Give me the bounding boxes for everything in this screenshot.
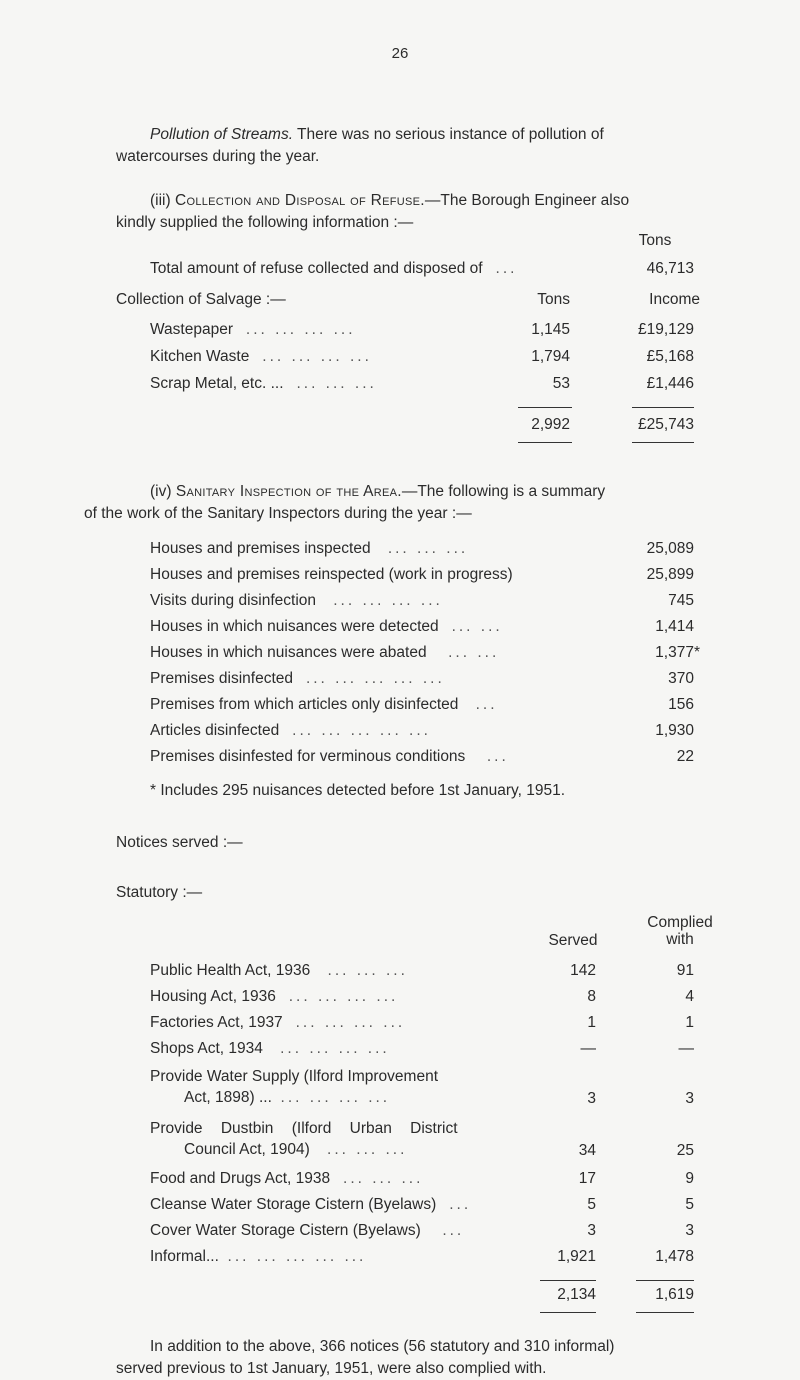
salvage-tons-rule bbox=[518, 407, 572, 408]
inspection-value: 25,089 bbox=[646, 540, 694, 557]
leader-dots: ... ... ... ... bbox=[333, 592, 443, 609]
inspection-item: Houses in which nuisances were abated bbox=[150, 644, 427, 661]
notice-row-label bbox=[150, 1014, 405, 1032]
inspection-value: 25,899 bbox=[646, 566, 694, 583]
salvage-row-label bbox=[150, 348, 372, 366]
inspection-value: 1,930 bbox=[655, 722, 694, 739]
leader-dots: ... bbox=[449, 1196, 472, 1213]
inspection-value: 22 bbox=[676, 748, 694, 765]
notice-served: 3 bbox=[587, 1222, 596, 1239]
notice-row-label bbox=[150, 1170, 423, 1188]
statutory-heading: Statutory :— bbox=[116, 884, 203, 901]
inspection-item: Houses and premises reinspected (work in progress) bbox=[150, 566, 513, 583]
inspection-row-label bbox=[150, 644, 499, 662]
inspection-text-2: of the work of the Sanitary Inspectors during the year :— bbox=[84, 505, 472, 522]
page-number: 26 bbox=[391, 45, 409, 62]
notice-item-continued bbox=[150, 1089, 438, 1107]
salvage-tons: 53 bbox=[552, 375, 570, 392]
notice-served: 5 bbox=[587, 1196, 596, 1213]
refuse-total-value: 46,713 bbox=[646, 260, 694, 277]
salvage-row-label bbox=[150, 321, 356, 339]
inspection-row-label bbox=[150, 696, 498, 714]
notice-complied: 3 bbox=[685, 1090, 694, 1107]
notice-complied: 25 bbox=[676, 1142, 694, 1159]
complied-total-rule bbox=[636, 1280, 694, 1281]
notice-item: Cleanse Water Storage Cistern (Byelaws) bbox=[150, 1196, 437, 1213]
closing-paragraph bbox=[116, 1336, 726, 1380]
salvage-income: £1,446 bbox=[646, 375, 694, 392]
refuse-paragraph bbox=[116, 190, 726, 234]
complied-total-double-rule bbox=[636, 1312, 694, 1313]
leader-dots: ... bbox=[475, 696, 498, 713]
complied-header-line-2: with bbox=[666, 931, 694, 948]
inspection-item: Premises disinfested for verminous conditions bbox=[150, 748, 466, 765]
notice-served: 17 bbox=[578, 1170, 596, 1187]
inspection-prefix: (iv) bbox=[150, 483, 172, 500]
leader-dots: ... ... ... ... bbox=[280, 1040, 390, 1057]
inspection-item: Premises from which articles only disinfected bbox=[150, 696, 459, 713]
served-total-rule bbox=[540, 1280, 596, 1281]
inspection-item: Articles disinfected bbox=[150, 722, 280, 739]
inspection-row-label bbox=[150, 618, 503, 636]
inspection-item: Houses in which nuisances were detected bbox=[150, 618, 439, 635]
notice-served: 34 bbox=[578, 1142, 596, 1159]
notice-item: Public Health Act, 1936 bbox=[150, 962, 311, 979]
notices-total-complied: 1,619 bbox=[655, 1286, 694, 1303]
complied-header-line-1: Complied bbox=[647, 914, 713, 931]
served-total-double-rule bbox=[540, 1312, 596, 1313]
inspection-value: 370 bbox=[668, 670, 694, 687]
leader-dots: ... ... ... ... bbox=[280, 1089, 391, 1106]
notice-complied: 91 bbox=[676, 962, 694, 979]
notice-complied: 1 bbox=[685, 1014, 694, 1031]
leader-dots: ... ... ... ... ... bbox=[292, 722, 431, 739]
salvage-income: £5,168 bbox=[646, 348, 694, 365]
refuse-prefix: (iii) bbox=[150, 192, 171, 209]
salvage-tons: 1,794 bbox=[531, 348, 570, 365]
notices-heading: Notices served :— bbox=[116, 834, 243, 851]
notice-item: Shops Act, 1934 bbox=[150, 1040, 263, 1057]
notice-complied: 3 bbox=[685, 1222, 694, 1239]
salvage-income-double-rule bbox=[632, 442, 694, 443]
notice-served: 3 bbox=[587, 1090, 596, 1107]
notice-row-label bbox=[150, 988, 398, 1006]
inspection-item: Visits during disinfection bbox=[150, 592, 316, 609]
inspection-row-label bbox=[150, 748, 509, 766]
leader-dots: ... ... ... ... ... bbox=[305, 670, 445, 687]
leader-dots: ... bbox=[486, 748, 509, 765]
notice-row-label bbox=[150, 962, 408, 980]
inspection-paragraph bbox=[84, 481, 726, 525]
leader-dots: ... ... ... bbox=[327, 1141, 408, 1158]
refuse-total-label bbox=[150, 260, 517, 278]
leader-dots: ... ... ... ... ... bbox=[227, 1248, 367, 1265]
refuse-tons-header: Tons bbox=[638, 232, 672, 249]
salvage-total-tons: 2,992 bbox=[531, 416, 570, 433]
notice-item: Housing Act, 1936 bbox=[150, 988, 276, 1005]
salvage-label: Collection of Salvage :— bbox=[116, 291, 286, 308]
notice-item-continued bbox=[150, 1141, 458, 1159]
notice-row-label bbox=[150, 1248, 366, 1266]
closing-text-2: served previous to 1st January, 1951, were also complied with. bbox=[116, 1360, 547, 1377]
refuse-text: —The Borough Engineer also bbox=[424, 192, 630, 209]
inspection-value: 1,377* bbox=[655, 644, 700, 661]
leader-dots: ... bbox=[442, 1222, 465, 1239]
leader-dots: ... ... ... bbox=[343, 1170, 424, 1187]
leader-dots: ... ... ... bbox=[296, 375, 377, 392]
salvage-income-rule bbox=[632, 407, 694, 408]
pollution-text-2: watercourses during the year. bbox=[116, 148, 320, 165]
notice-item: Cover Water Storage Cistern (Byelaws) bbox=[150, 1222, 421, 1239]
inspection-row-label bbox=[150, 670, 445, 688]
inspection-value: 156 bbox=[668, 696, 694, 713]
inspection-item: Houses and premises inspected bbox=[150, 540, 371, 557]
leader-dots: ... ... ... ... bbox=[295, 1014, 406, 1031]
refuse-total-text: Total amount of refuse collected and disposed of bbox=[150, 260, 483, 277]
inspection-row-label bbox=[150, 722, 431, 740]
notice-row-label bbox=[150, 1120, 458, 1159]
inspection-row-label bbox=[150, 540, 468, 558]
salvage-item-name: Wastepaper bbox=[150, 321, 233, 338]
notice-item: Informal... bbox=[150, 1248, 219, 1265]
salvage-income-header: Income bbox=[649, 291, 700, 308]
served-header: Served bbox=[548, 932, 598, 949]
notice-complied: — bbox=[678, 1040, 694, 1057]
inspection-footnote: * Includes 295 nuisances detected before 1st January, 1951. bbox=[150, 782, 566, 799]
salvage-tons: 1,145 bbox=[531, 321, 570, 338]
salvage-income: £19,129 bbox=[637, 321, 694, 338]
pollution-paragraph bbox=[116, 124, 726, 168]
notice-complied: 4 bbox=[685, 988, 694, 1005]
leader-dots: ... ... bbox=[451, 618, 503, 635]
notice-row-label bbox=[150, 1040, 390, 1058]
leader-dots: ... ... bbox=[448, 644, 500, 661]
leader-dots: ... ... ... ... bbox=[262, 348, 372, 365]
leader-dots: ... ... ... ... bbox=[288, 988, 399, 1005]
notice-served: — bbox=[580, 1040, 596, 1057]
refuse-total-dots: ... bbox=[495, 260, 518, 277]
notice-row-label bbox=[150, 1068, 438, 1107]
inspection-value: 1,414 bbox=[655, 618, 694, 635]
salvage-total-income: £25,743 bbox=[637, 416, 694, 433]
notice-served: 1 bbox=[587, 1014, 596, 1031]
notice-item: Provide Dustbin (Ilford Urban District bbox=[150, 1120, 458, 1137]
notice-item-line-2: Act, 1898) ... bbox=[184, 1089, 272, 1106]
refuse-heading: Collection and Disposal of Refuse. bbox=[174, 192, 425, 209]
refuse-text-2: kindly supplied the following information :— bbox=[116, 214, 414, 231]
notice-served: 8 bbox=[587, 988, 596, 1005]
notice-complied: 5 bbox=[685, 1196, 694, 1213]
notice-item: Food and Drugs Act, 1938 bbox=[150, 1170, 331, 1187]
pollution-heading: Pollution of Streams. bbox=[150, 126, 294, 143]
notice-row-label bbox=[150, 1196, 471, 1214]
inspection-value: 745 bbox=[668, 592, 694, 609]
inspection-heading: Sanitary Inspection of the Area. bbox=[175, 483, 402, 500]
notice-item-line-2: Council Act, 1904) bbox=[184, 1141, 310, 1158]
salvage-tons-header: Tons bbox=[537, 291, 570, 308]
inspection-row-label bbox=[150, 566, 513, 584]
notice-row-label bbox=[150, 1222, 464, 1240]
notice-item: Provide Water Supply (Ilford Improvement bbox=[150, 1068, 439, 1085]
notice-item: Factories Act, 1937 bbox=[150, 1014, 283, 1031]
leader-dots: ... ... ... bbox=[387, 540, 469, 557]
leader-dots: ... ... ... ... bbox=[245, 321, 356, 338]
inspection-row-label bbox=[150, 592, 443, 610]
inspection-item: Premises disinfected bbox=[150, 670, 294, 687]
notice-served: 1,921 bbox=[557, 1248, 596, 1265]
salvage-item-name: Kitchen Waste bbox=[150, 348, 250, 365]
salvage-row-label bbox=[150, 375, 377, 393]
inspection-text: —The following is a summary bbox=[401, 483, 606, 500]
notice-complied: 9 bbox=[685, 1170, 694, 1187]
leader-dots: ... ... ... bbox=[327, 962, 408, 979]
salvage-item-name: Scrap Metal, etc. ... bbox=[150, 375, 284, 392]
notice-served: 142 bbox=[570, 962, 596, 979]
salvage-tons-double-rule bbox=[518, 442, 572, 443]
complied-header bbox=[630, 914, 730, 948]
notice-complied: 1,478 bbox=[655, 1248, 694, 1265]
pollution-text: There was no serious instance of pollution of bbox=[297, 126, 604, 143]
closing-text: In addition to the above, 366 notices (56 statutory and 310 informal) bbox=[150, 1338, 615, 1355]
notices-total-served: 2,134 bbox=[557, 1286, 596, 1303]
